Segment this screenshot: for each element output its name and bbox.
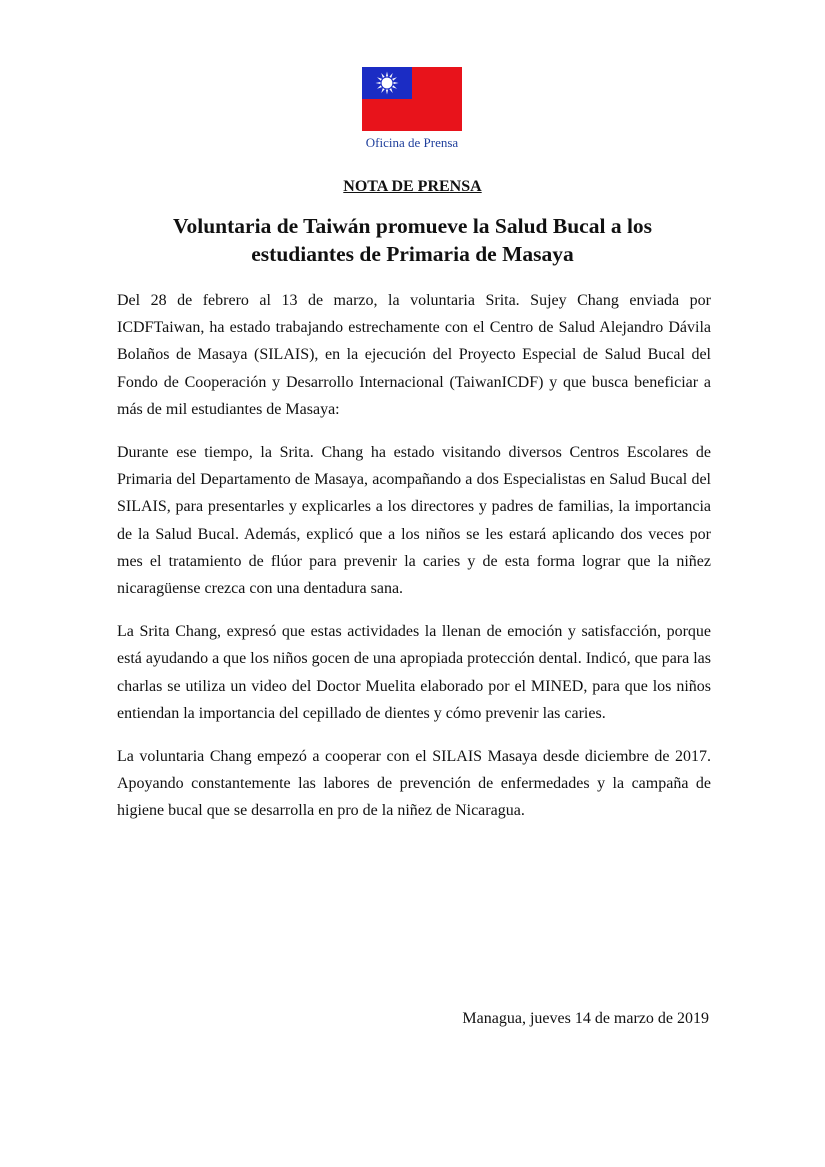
taiwan-flag-icon — [362, 67, 462, 131]
office-label: Oficina de Prensa — [365, 135, 459, 150]
paragraph-3: La Srita Chang, expresó que estas actividades la llenan de emoción y satisfacción, porque está ayudando a que los niños gocen de una apropiada protección dental. Indicó, que para las charlas se utiliza un video del Doctor Muelita elaborado por el MINED, para que los niños entiendan la importancia del cepillado de dientes y cómo prevenir las caries. — [117, 623, 712, 722]
dateline: Managua, jueves 14 de marzo de 2019 — [462, 1010, 709, 1027]
press-note-heading: NOTA DE PRENSA — [343, 178, 482, 195]
paragraph-1: Del 28 de febrero al 13 de marzo, la voluntaria Srita. Sujey Chang enviada por ICDFTaiwan, ha estado trabajando estrechamente con el Centro de Salud Alejandro Dávila Bolaños de Masaya (SILAIS), en la ejecución del Proyecto Especial de Salud Bucal del Fondo de Cooperación y Desarrollo Internacional (TaiwanICDF) y que busca beneficiar a más de mil estudiantes de Masaya: — [117, 292, 711, 418]
article-title: Voluntaria de Taiwán promueve la Salud Bucal a los estudiantes de Primaria de Masaya — [172, 214, 653, 266]
article-body — [117, 287, 711, 841]
press-office-logo — [362, 67, 462, 150]
paragraph-2: Durante ese tiempo, la Srita. Chang ha estado visitando diversos Centros Escolares de Primaria del Departamento de Masaya, acompañando a dos Especialistas en Salud Bucal del SILAIS, para presentarles y explicarles a los directores y padres de familias, la importancia de la Salud Bucal. Además, explicó que a los niños se les estará aplicando dos veces por mes el tratamiento de flúor para prevenir la caries y de esta forma lograr que la niñez nicaragüense crezca con una dentadura sana. — [117, 444, 711, 598]
paragraph-4: La voluntaria Chang empezó a cooperar con el SILAIS Masaya desde diciembre de 2017. Apoyando constantemente las labores de prevención de enfermedades y la campaña de higiene bucal que se desarrolla en pro de la niñez de Nicaragua. — [117, 748, 711, 820]
